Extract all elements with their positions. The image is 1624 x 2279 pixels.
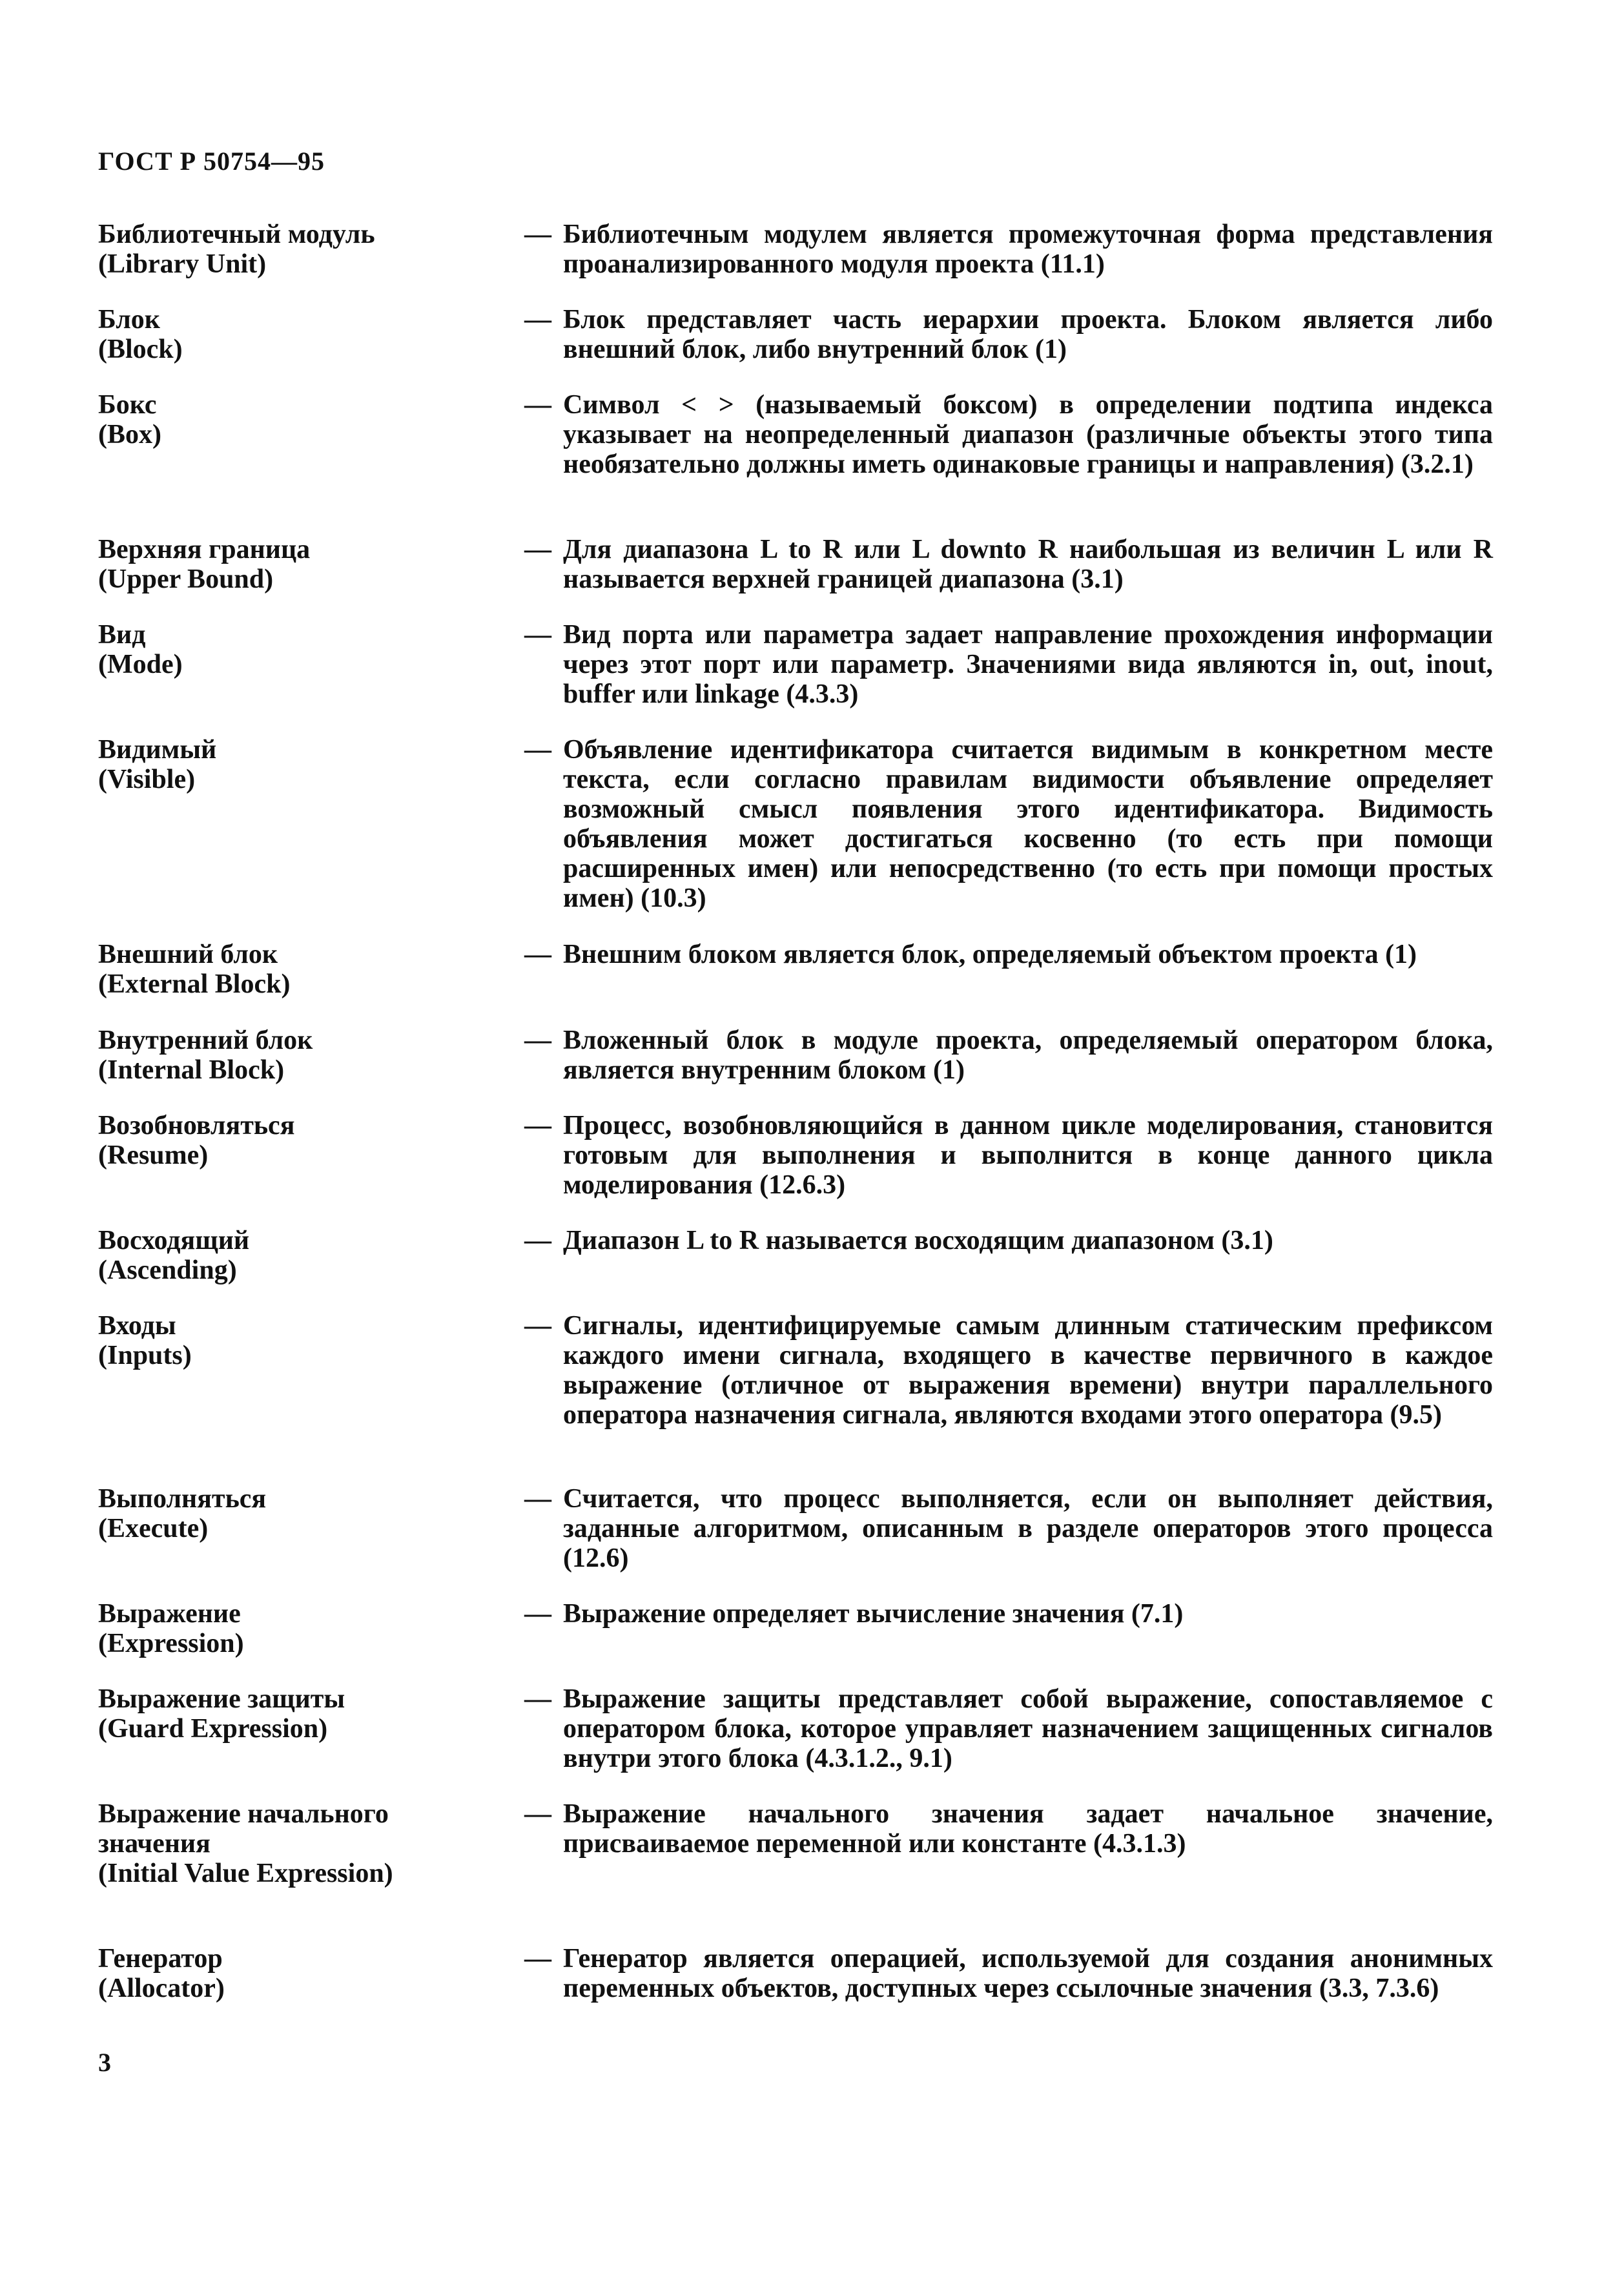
term-english: (Upper Bound) xyxy=(98,564,274,594)
entry-term xyxy=(98,940,499,999)
term-russian: Выражение xyxy=(98,1599,241,1629)
entry-term xyxy=(98,220,499,279)
term-russian: Внешний блок xyxy=(98,940,278,969)
entry-term xyxy=(98,390,499,449)
term-russian: Выполняться xyxy=(98,1484,267,1514)
entry-definition: Для диапазона L to R или L downto R наибольшая из величин L или R называется верхней границей диапазона (3.1) xyxy=(563,535,1493,594)
entry-dash: — xyxy=(524,1311,551,1341)
term-english: (Resume) xyxy=(98,1140,209,1170)
entry-term xyxy=(98,1944,499,2003)
entry-definition: Диапазон L to R называется восходящим диапазоном (3.1) xyxy=(563,1226,1273,1255)
term-english: (Guard Expression) xyxy=(98,1714,328,1744)
term-russian: Генератор xyxy=(98,1944,223,1974)
entry-definition: Внешним блоком является блок, определяемый объектом проекта (1) xyxy=(563,940,1417,969)
entry-definition: Считается, что процесс выполняется, если он выполняет действия, заданные алгоритмом, описанным в разделе операторов этого процесса (12.6) xyxy=(563,1484,1493,1573)
term-english: (Box) xyxy=(98,420,161,449)
entry-term xyxy=(98,1226,499,1285)
term-english: (Allocator) xyxy=(98,1974,225,2003)
term-english: (Ascending) xyxy=(98,1255,237,1285)
page-number: 3 xyxy=(98,2048,111,2077)
entry-term xyxy=(98,1311,499,1370)
entry-definition: Генератор является операцией, используемой для создания анонимных переменных объектов, доступных через ссылочные значения (3.3, 7.3.6) xyxy=(563,1944,1493,2003)
document-header: ГОСТ Р 50754—95 xyxy=(98,147,325,176)
term-english: (Mode) xyxy=(98,650,183,679)
entry-dash: — xyxy=(524,220,551,249)
term-english: (Initial Value Expression) xyxy=(98,1859,393,1888)
entry-dash: — xyxy=(524,735,551,765)
entry-dash: — xyxy=(524,1944,551,1974)
term-english: (Library Unit) xyxy=(98,249,267,279)
entry-definition: Блок представляет часть иерархии проекта. Блоком является либо внешний блок, либо внутренний блок (1) xyxy=(563,305,1493,364)
entry-definition: Символ < > (называемый боксом) в определении подтипа индекса указывает на неопределенный диапазон (различные объекты этого типа необязательно должны иметь одинаковые границы и направления) (3.2.1) xyxy=(563,390,1493,479)
entry-definition: Объявление идентификатора считается видимым в конкретном месте текста, если согласно правилам видимости объявление определяет возможный смысл появления этого идентификатора. Видимость объявления может достигаться косвенно (то есть при помощи расширенных имен) или непосредственно (то есть при помощи простых имен) (10.3) xyxy=(563,735,1493,913)
entry-term xyxy=(98,535,499,594)
term-russian: Внутренний блок xyxy=(98,1026,313,1055)
entry-definition: Сигналы, идентифицируемые самым длинным статическим префиксом каждого имени сигнала, входящего в качестве первичного в каждое выражение (отличное от выражения времени) внутри параллельного оператора назначения сигнала, являются входами этого оператора (9.5) xyxy=(563,1311,1493,1430)
entry-dash: — xyxy=(524,1599,551,1629)
term-russian: Бокс xyxy=(98,390,157,420)
term-english: (External Block) xyxy=(98,969,291,999)
term-russian: Библиотечный модуль xyxy=(98,220,375,249)
entry-dash: — xyxy=(524,1226,551,1255)
term-russian: Вид xyxy=(98,620,146,650)
term-english: (Execute) xyxy=(98,1514,209,1543)
term-russian: Входы xyxy=(98,1311,176,1341)
entry-definition: Библиотечным модулем является промежуточная форма представления проанализированного модуля проекта (11.1) xyxy=(563,220,1493,279)
term-russian: Верхняя граница xyxy=(98,535,311,564)
entry-term xyxy=(98,305,499,364)
entry-term xyxy=(98,1684,499,1744)
entry-dash: — xyxy=(524,1684,551,1714)
term-russian: Выражение защиты xyxy=(98,1684,345,1714)
entry-term xyxy=(98,1484,499,1543)
term-english: (Visible) xyxy=(98,765,196,794)
entry-definition: Выражение начального значения задает начальное значение, присваиваемое переменной или константе (4.3.1.3) xyxy=(563,1799,1493,1859)
term-english: (Block) xyxy=(98,335,183,364)
entry-dash: — xyxy=(524,1799,551,1829)
term-russian: Восходящий xyxy=(98,1226,250,1255)
term-english: (Inputs) xyxy=(98,1341,192,1370)
term-russian: Выражение начального значения xyxy=(98,1799,389,1859)
term-russian: Видимый xyxy=(98,735,217,765)
term-russian: Возобновляться xyxy=(98,1111,295,1140)
entry-term xyxy=(98,1599,499,1658)
entry-definition: Выражение определяет вычисление значения (7.1) xyxy=(563,1599,1184,1629)
entry-dash: — xyxy=(524,1026,551,1055)
entry-definition: Выражение защиты представляет собой выражение, сопоставляемое с оператором блока, которое управляет назначением защищенных сигналов внутри этого блока (4.3.1.2., 9.1) xyxy=(563,1684,1493,1773)
entry-dash: — xyxy=(524,1111,551,1140)
entry-dash: — xyxy=(524,535,551,564)
entry-dash: — xyxy=(524,390,551,420)
entry-definition: Вложенный блок в модуле проекта, определяемый оператором блока, является внутренним блоком (1) xyxy=(563,1026,1493,1085)
entry-term xyxy=(98,1799,395,1888)
entry-term xyxy=(98,1111,499,1170)
term-russian: Блок xyxy=(98,305,160,335)
entry-definition: Вид порта или параметра задает направление прохождения информации через этот порт или параметр. Значениями вида являются in, out, inout, buffer или linkage (4.3.3) xyxy=(563,620,1493,709)
entry-dash: — xyxy=(524,620,551,650)
entry-term xyxy=(98,1026,499,1085)
entry-term xyxy=(98,620,499,679)
term-english: (Expression) xyxy=(98,1629,244,1658)
entry-definition: Процесс, возобновляющийся в данном цикле моделирования, становится готовым для выполнения и выполнится в конце данного цикла моделирования (12.6.3) xyxy=(563,1111,1493,1200)
entry-term xyxy=(98,735,499,794)
term-english: (Internal Block) xyxy=(98,1055,285,1085)
entry-dash: — xyxy=(524,305,551,335)
entry-dash: — xyxy=(524,940,551,969)
entry-dash: — xyxy=(524,1484,551,1514)
